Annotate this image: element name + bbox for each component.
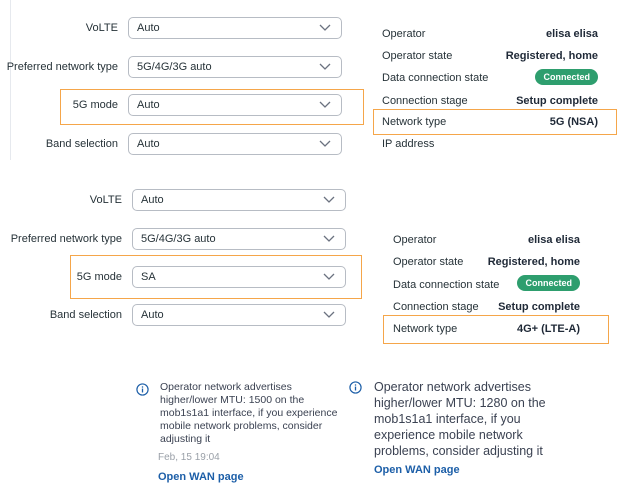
operator-key: Operator: [393, 234, 437, 246]
mtu-notice-text: [374, 379, 546, 459]
status-badge: Connected: [517, 275, 580, 291]
connection-stage-key: Connection stage: [382, 95, 468, 107]
panel1-divider: [10, 0, 11, 160]
volte-select-value: Auto: [137, 22, 160, 34]
band-selection-value: Auto: [141, 309, 164, 321]
info-icon: [136, 383, 149, 396]
notice-line: higher/lower MTU: 1280 on the: [374, 396, 546, 410]
open-wan-page-link[interactable]: Open WAN page: [158, 471, 244, 483]
chevron-down-icon: [319, 140, 331, 148]
preferred-network-type-value: 5G/4G/3G auto: [141, 233, 216, 245]
mtu-notice-text: [160, 381, 337, 446]
preferred-network-type-value: 5G/4G/3G auto: [137, 61, 212, 73]
5g-mode-value: SA: [141, 271, 156, 283]
operator-state-key: Operator state: [382, 50, 453, 62]
5g-mode-value: Auto: [137, 99, 160, 111]
5g-mode-label: 5G mode: [76, 271, 122, 283]
network-type-value: 5G (NSA): [549, 116, 598, 128]
chevron-down-icon: [319, 101, 331, 109]
volte-label: VoLTE: [89, 194, 122, 206]
data-connection-state-key: Data connection state: [393, 279, 500, 291]
band-selection-label: Band selection: [49, 309, 122, 321]
preferred-network-type-label: Preferred network type: [10, 233, 122, 245]
connection-stage-value: Setup complete: [498, 301, 580, 313]
preferred-network-type-label: Preferred network type: [6, 61, 118, 73]
5g-mode-label: 5G mode: [72, 99, 118, 111]
volte-label: VoLTE: [85, 22, 118, 34]
notice-line: mob1s1a1 interface, if you: [374, 412, 521, 426]
status-badge: Connected: [535, 69, 598, 85]
open-wan-page-link[interactable]: Open WAN page: [374, 464, 460, 476]
network-type-key: Network type: [393, 323, 458, 335]
band-selection-select[interactable]: [128, 133, 342, 155]
data-connection-state-key: Data connection state: [382, 72, 489, 84]
chevron-down-icon: [323, 235, 335, 243]
notice-line: Operator network advertises: [160, 381, 292, 393]
operator-state-value: Registered, home: [487, 256, 580, 268]
volte-select[interactable]: [128, 17, 342, 39]
connection-stage-key: Connection stage: [393, 301, 479, 313]
ip-address-key: IP address: [382, 138, 435, 150]
operator-value: elisa elisa: [528, 234, 580, 246]
connection-stage-value: Setup complete: [516, 95, 598, 107]
band-selection-select[interactable]: [132, 304, 346, 326]
notice-line: mobile network problems, consider: [160, 420, 323, 432]
notice-line: Operator network advertises: [374, 380, 532, 394]
preferred-network-type-select[interactable]: [132, 228, 346, 250]
chevron-down-icon: [319, 63, 331, 71]
chevron-down-icon: [323, 273, 335, 281]
operator-value: elisa elisa: [546, 28, 598, 40]
network-type-key: Network type: [382, 116, 447, 128]
notice-line: mob1s1a1 interface, if you experience: [160, 407, 338, 419]
chevron-down-icon: [323, 311, 335, 319]
volte-select-value: Auto: [141, 194, 164, 206]
5g-mode-select[interactable]: [128, 94, 342, 116]
notice-line: adjusting it: [160, 433, 211, 445]
5g-mode-select[interactable]: [132, 266, 346, 288]
operator-state-value: Registered, home: [505, 50, 598, 62]
operator-key: Operator: [382, 28, 426, 40]
chevron-down-icon: [323, 196, 335, 204]
volte-select[interactable]: [132, 189, 346, 211]
notice-line: experience mobile network: [374, 428, 523, 442]
chevron-down-icon: [319, 24, 331, 32]
network-type-value: 4G+ (LTE-A): [516, 323, 580, 335]
notice-timestamp: Feb, 15 19:04: [158, 452, 220, 463]
operator-state-key: Operator state: [393, 256, 464, 268]
info-icon: [349, 381, 362, 394]
notice-line: problems, consider adjusting it: [374, 444, 543, 458]
band-selection-value: Auto: [137, 138, 160, 150]
band-selection-label: Band selection: [45, 138, 118, 150]
notice-line: higher/lower MTU: 1500 on the: [160, 394, 305, 406]
preferred-network-type-select[interactable]: [128, 56, 342, 78]
